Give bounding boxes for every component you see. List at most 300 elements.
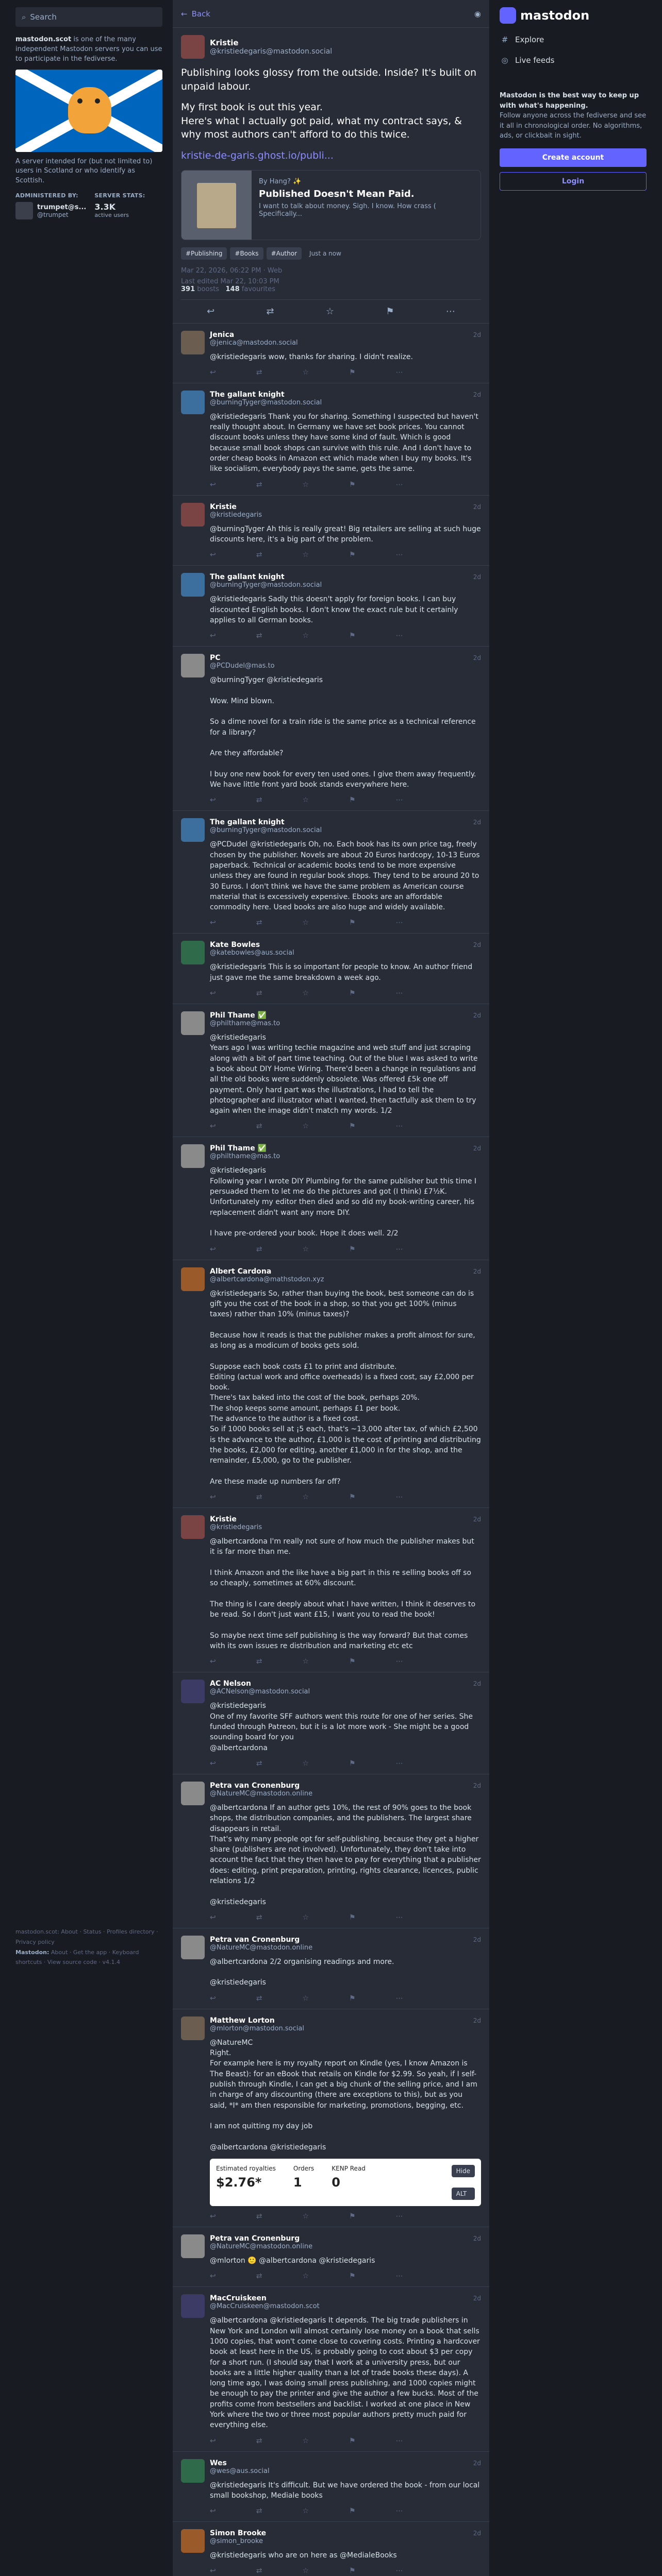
boost-icon[interactable]: ⇄ [256, 1913, 262, 1922]
status-paragraph: Publishing looks glossy from the outside. Inside? It's built on unpaid labour. [181, 67, 476, 92]
server-subtitle: A server intended for (but not limited to) users in Scotland or who identify as Scottish. [15, 157, 153, 185]
reply-status[interactable] [173, 647, 489, 811]
author-handle[interactable]: @burningTyger@mastodon.social [210, 398, 322, 406]
card-title: Published Doesn't Mean Paid. [259, 188, 415, 199]
status-content: @albertcardona If an author gets 10%, the rest of 90% goes to the book shops, the distribution companies, and the publishers. The largest share disappears in retail. That's why many people opt for self-publishing, because they get a higher share (publishers are not involved). Unfortunately, they don't take into account the fact that they then have to pay for everything that a publisher does: editing, print preparation, printing, rights clearance, licences, public relations 1/2 @kristiedegaris [210, 1803, 481, 1906]
star-icon[interactable]: ☆ [302, 2436, 309, 2445]
status-content: @mlorton 🙂 @albertcardona @kristiedegaris [210, 2257, 375, 2265]
status-action-bar [210, 1994, 481, 2003]
admin-label: ADMINISTERED BY: [15, 192, 78, 199]
avatar[interactable] [181, 573, 205, 597]
status-action-bar [210, 989, 481, 997]
reply-status[interactable] [173, 1928, 489, 2009]
royalty-col-label: Orders [293, 2165, 315, 2173]
status-content: @albertcardona @kristiedegaris It depends. The big trade publishers in New York and London will almost certainly lose money on a book that sells 1000 copies, that won't come close to covering costs. Printing a hardcover book at least here in the US, is probably going to cost about $3 per copy for a short run. (I should say that I work at a university press, but our books are a little higher quality than a lot of trade books these days). A long time ago, I was doing small press publishing, and 1000 copies might be enough to pay the printer and give the author a few bucks. Most of the profits come from bestsellers and backlist. I worked at one place in New York where the two or three most popular authors pretty much paid for everything else. [210, 2316, 480, 2430]
author-name[interactable]: Kristie [210, 502, 237, 511]
status-content: @kristiedegaris wow, thanks for sharing. I didn't realize. [210, 352, 413, 361]
status-time[interactable]: 2d [473, 503, 481, 511]
bookmark-icon[interactable]: ⚑ [349, 480, 356, 489]
reply-status[interactable] [173, 2227, 489, 2287]
boost-icon[interactable]: ⇄ [256, 1759, 262, 1768]
column-header [173, 0, 489, 28]
create-account-button[interactable]: Create account [500, 148, 647, 167]
star-icon[interactable]: ☆ [302, 2507, 309, 2516]
bookmark-icon[interactable]: ⚑ [349, 1994, 356, 2003]
active-users-label: active users [94, 212, 129, 219]
hashtag[interactable]: #Publishing [181, 247, 227, 260]
nav-explore[interactable]: # Explore [500, 35, 647, 44]
boost-icon[interactable]: ⇄ [256, 919, 262, 927]
avatar [15, 202, 33, 219]
author-name[interactable]: Kristie [210, 1515, 237, 1524]
admin-handle: @trumpet [37, 211, 69, 218]
more-icon[interactable]: ⋯ [395, 919, 403, 927]
more-icon[interactable]: ⋯ [395, 1759, 403, 1768]
status-action-bar [210, 1245, 481, 1253]
status-action-bar [210, 551, 481, 559]
status-time[interactable]: 2d [473, 1936, 481, 1943]
bookmark-icon[interactable]: ⚑ [349, 1122, 356, 1131]
reply-icon[interactable]: ↩ [210, 632, 216, 640]
author-name[interactable]: Kristie [210, 38, 239, 47]
avatar[interactable] [181, 391, 205, 414]
reply-icon[interactable]: ↩ [210, 2272, 216, 2281]
more-icon[interactable]: ⋯ [445, 306, 455, 317]
reply-status[interactable] [173, 383, 489, 496]
card-description: I want to talk about money. Sigh. I know. How crass ( Specifically... [259, 202, 436, 218]
author-handle[interactable]: @burningTyger@mastodon.social [210, 581, 322, 589]
status-time[interactable]: 2d [473, 1680, 481, 1688]
star-icon[interactable]: ☆ [302, 2567, 309, 2575]
status-content: @burningTyger @kristiedegaris Wow. Mind blown. So a dime novel for a train ride is the same price as a technical reference for a library? Are they affordable? I buy one new book for every ten used ones. I give them away frequently. We have little front yard book stands everywhere here. [210, 676, 476, 789]
status-content: @kristiedegaris Sadly this doesn't apply for foreign books. I can buy discounted English books. I don't know the exact rule but it certainly applies to all German books. [210, 595, 458, 624]
more-icon[interactable]: ⋯ [395, 2567, 403, 2575]
author-name[interactable]: The gallant knight [210, 573, 285, 582]
bookmark-icon[interactable]: ⚑ [349, 1657, 356, 1666]
status-time[interactable]: 2d [473, 654, 481, 662]
author-handle[interactable]: @katebowles@aus.social [210, 949, 294, 957]
status-action-bar [210, 2212, 481, 2221]
author-handle[interactable]: @kristiedegaris@mastodon.social [210, 47, 333, 56]
author-name[interactable]: The gallant knight [210, 390, 285, 399]
author-handle[interactable]: @kristiedegaris [210, 1523, 262, 1532]
mastodon-logo[interactable]: mastodon [500, 7, 647, 24]
server-banner-image [15, 70, 162, 152]
boost-icon[interactable]: ⇄ [256, 1245, 262, 1253]
boost-icon[interactable]: ⇄ [266, 306, 274, 317]
status-content: @kristiedegaris Years ago I was writing techie magazine and web stuff and just scraping along with a bit of part time teaching. Out of the blue I was asked to write a book about DIY Home Wiring. There'd been a change in regulations and all the old books were suddenly obsolete. Was offered £5k one off payment. Only hard part was the illustrations, I had to tell the photographer and illustrator what I wanted, then tactfully ask them to try again when the image didn't match my words. 1/2 [210, 1033, 478, 1115]
bookmark-icon[interactable]: ⚑ [349, 551, 356, 560]
avatar[interactable] [181, 503, 205, 527]
status-time[interactable]: 2d [473, 573, 481, 581]
reply-icon[interactable]: ↩ [210, 919, 216, 927]
reply-icon[interactable]: ↩ [210, 480, 216, 489]
status-action-bar [210, 1122, 481, 1130]
bookmark-icon[interactable]: ⚑ [349, 1493, 356, 1502]
author-name[interactable]: Jenica [210, 330, 235, 339]
avatar[interactable] [181, 1267, 205, 1291]
tag-extra: Just a now [309, 249, 341, 257]
star-icon[interactable]: ☆ [302, 2272, 309, 2281]
status-link[interactable]: kristie-de-garis.ghost.io/publi... [181, 149, 334, 161]
reply-icon[interactable]: ↩ [210, 989, 216, 998]
author-name[interactable]: Petra van Cronenburg [210, 1935, 300, 1944]
boost-icon[interactable]: ⇄ [256, 1122, 262, 1131]
bookmark-icon[interactable]: ⚑ [349, 368, 356, 377]
card-thumbnail [181, 171, 252, 240]
status-time[interactable]: 2d [473, 819, 481, 826]
author-handle[interactable]: @wes@aus.social [210, 2467, 270, 2475]
reply-icon[interactable]: ↩ [210, 2212, 216, 2221]
author-name[interactable]: Albert Cardona [210, 1267, 272, 1276]
left-sidebar [15, 0, 162, 219]
bookmark-icon[interactable]: ⚑ [349, 2272, 356, 2281]
reply-status[interactable] [173, 1137, 489, 1260]
reply-icon[interactable]: ↩ [210, 551, 216, 560]
globe-icon: ◎ [501, 56, 508, 65]
search-placeholder: Search [30, 12, 57, 22]
mascot-illustration [68, 87, 111, 133]
author-name[interactable]: Kate Bowles [210, 941, 260, 950]
more-icon[interactable]: ⋯ [395, 1493, 403, 1502]
status-time[interactable]: 2d [473, 1782, 481, 1789]
author-handle[interactable]: @NatureMC@mastodon.online [210, 2243, 313, 2251]
star-icon[interactable]: ☆ [302, 796, 309, 805]
author-name[interactable]: PC [210, 654, 221, 663]
author-handle[interactable]: @philthame@mas.to [210, 1153, 280, 1161]
reply-status[interactable] [173, 566, 489, 647]
star-icon[interactable]: ☆ [302, 1657, 309, 1666]
reply-icon[interactable]: ↩ [207, 306, 215, 317]
more-icon[interactable]: ⋯ [395, 551, 403, 560]
boost-icon[interactable]: ⇄ [256, 2272, 262, 2281]
search-box[interactable] [15, 7, 162, 27]
reply-icon[interactable]: ↩ [210, 1122, 216, 1131]
avatar[interactable] [181, 818, 205, 842]
bookmark-icon[interactable]: ⚑ [349, 2567, 356, 2575]
more-icon[interactable]: ⋯ [395, 2212, 403, 2221]
avatar[interactable] [181, 1936, 205, 1959]
status-action-bar [181, 300, 481, 323]
status-action-bar [210, 796, 481, 804]
more-icon[interactable]: ⋯ [395, 632, 403, 640]
more-icon[interactable]: ⋯ [395, 480, 403, 489]
boost-icon[interactable]: ⇄ [256, 1994, 262, 2003]
more-icon[interactable]: ⋯ [395, 1913, 403, 1922]
star-icon[interactable]: ☆ [302, 368, 309, 377]
avatar[interactable] [181, 654, 205, 677]
bookmark-icon[interactable]: ⚑ [349, 919, 356, 927]
reply-icon[interactable]: ↩ [210, 1657, 216, 1666]
boost-icon[interactable]: ⇄ [256, 2212, 262, 2221]
avatar[interactable] [181, 2529, 205, 2553]
main-status [173, 28, 489, 324]
bookmark-icon[interactable]: ⚑ [349, 1245, 356, 1253]
avatar[interactable] [181, 1680, 205, 1703]
author-handle[interactable]: @jenica@mastodon.social [210, 338, 298, 347]
alt-text-badge[interactable]: ALT [452, 2188, 475, 2200]
login-button[interactable]: Login [500, 172, 647, 191]
reply-icon[interactable]: ↩ [210, 1994, 216, 2003]
more-icon[interactable]: ⋯ [395, 1122, 403, 1131]
author-handle[interactable]: @mlorton@mastodon.social [210, 2024, 304, 2032]
avatar[interactable] [181, 2016, 205, 2040]
bookmark-icon[interactable]: ⚑ [349, 1759, 356, 1768]
reply-status[interactable] [173, 1004, 489, 1137]
boost-icon[interactable]: ⇄ [256, 2567, 262, 2575]
status-time[interactable]: 2d [473, 1516, 481, 1523]
reply-icon[interactable]: ↩ [210, 2567, 216, 2575]
server-card [15, 35, 162, 219]
star-icon[interactable]: ☆ [302, 1759, 309, 1768]
reply-status[interactable] [173, 1774, 489, 1928]
reply-icon[interactable]: ↩ [210, 368, 216, 377]
footer-mastodon-links[interactable]: Mastodon: About · Get the app · Keyboard shortcuts · View source code · v4.1.4 [15, 1948, 139, 1966]
author-name[interactable]: AC Nelson [210, 1680, 251, 1688]
status-action-bar [210, 1759, 481, 1768]
author-name[interactable]: Petra van Cronenburg [210, 2234, 300, 2243]
active-users-count: 3.3K [94, 202, 116, 212]
admin-name: trumpet@s... [37, 203, 87, 211]
status-content: @kristiedegaris Thank you for sharing. Something I suspected but haven't really thought about. In Germany we have set book prices. You cannot discount books unless they have some kind of fault. Which is good because small book shops can survive with this rule. And I don't have to order cheap books in Amazon ect which made when I buy my books. It's like socialism, everybody pays the same, gets the same. [210, 412, 478, 473]
bookmark-icon[interactable]: ⚑ [349, 632, 356, 640]
more-icon[interactable]: ⋯ [395, 796, 403, 805]
status-content: @PCDudel @kristiedegaris Oh, no. Each book has its own price tag, freely chosen by the publisher. Novels are about 20 Euros hardcopy, 10-13 Euros paperback. Technical or academic books tend to be more expensive unless they are found in regular book shops. They tend to be around 20 to 30 Euros. I don't think we have the same problem as American course material that is excessively expensive. Ebooks are an affordable commodity here. Used books are also huge and widely available. [210, 840, 480, 912]
boost-icon[interactable]: ⇄ [256, 796, 262, 805]
star-icon[interactable]: ☆ [302, 1493, 309, 1502]
status-action-bar [210, 1493, 481, 1501]
avatar[interactable] [181, 941, 205, 964]
avatar[interactable] [181, 2234, 205, 2258]
author-name[interactable]: Phil Thame ✅ [210, 1144, 267, 1153]
reply-icon[interactable]: ↩ [210, 2436, 216, 2445]
status-content: @kristiedegaris So, rather than buying the book, best someone can do is gift you the cost of the book in a shop, so that you get 100% (minus taxes) rather than 10% (minus taxes)? Because how it reads is that the publisher makes a profit almost for sure, as long as a modicum of books gets sold. Suppose each book costs £1 to print and distribute. Editing (actual work and office overheads) is a fixed cost, say £2,000 per book. There's tax baked into the cost of the book, perhaps 20%. The shop keeps some amount, perhaps £1 per book. The advance to the author is a fixed cost. So if 1000 books sell at ¡5 each, that's ~13,000 after tax, of which £2,500 is the advance to the author, £1,000 is the cost of printing and distributing the books, £2,000 for editing, another £1,000 in for the shop, and the remainder, £5,000, go to the publisher. Are these made up numbers far off? [210, 1289, 481, 1486]
star-icon[interactable]: ☆ [302, 1245, 309, 1253]
reply-icon[interactable]: ↩ [210, 1759, 216, 1768]
more-icon[interactable]: ⋯ [395, 2272, 403, 2281]
author-handle[interactable]: @NatureMC@mastodon.online [210, 1943, 313, 1952]
reply-list [173, 324, 489, 2576]
star-icon[interactable]: ☆ [302, 1122, 309, 1131]
boost-icon[interactable]: ⇄ [256, 632, 262, 640]
boost-icon[interactable]: ⇄ [256, 1657, 262, 1666]
royalty-report-image[interactable] [210, 2159, 481, 2206]
status-content: @albertcardona I'm really not sure of how much the publisher makes but it is far more than me. I think Amazon and the like have a big part in this re selling books off so so cheaply, sometimes at 60% discount. The thing is I care deeply about what I have written, I think it deserves to be read. So I don't just want £15, I want you to read the book! So maybe next time self publishing is the way forward? But that comes with its own issues re distribution and marketing etc etc [210, 1537, 476, 1651]
status-content: @kristiedegaris This is so important for people to know. An author friend just gave me the same breakdown a week ago. [210, 963, 473, 982]
avatar[interactable] [181, 1011, 205, 1035]
boost-icon[interactable]: ⇄ [256, 2507, 262, 2516]
status-content: @kristiedegaris Following year I wrote DIY Plumbing for the same publisher but this time I persuaded them to let me do the pictures and got (I think) £7½K. Unfortunately my editor then died and so did my book-writing career, his replacement didn't want any more DIY. I have pre-ordered your book. Hope it does well. 2/2 [210, 1166, 477, 1238]
star-icon[interactable]: ☆ [302, 1913, 309, 1922]
more-icon[interactable]: ⋯ [395, 1994, 403, 2003]
status-timestamp[interactable]: Mar 22, 2026, 06:22 PM · Web [181, 266, 283, 275]
author-handle[interactable]: @ACNelson@mastodon.social [210, 1688, 310, 1696]
status-content: @kristiedegaris It's difficult. But we have ordered the book - from our local small bookshop, Mediale books [210, 2481, 480, 2500]
reply-icon[interactable]: ↩ [210, 1913, 216, 1922]
reply-icon[interactable]: ↩ [210, 1493, 216, 1502]
hashtag[interactable]: #Author [267, 247, 302, 260]
back-arrow-icon[interactable]: ← [181, 9, 188, 19]
status-content [181, 66, 481, 163]
status-time[interactable]: 2d [473, 2016, 481, 2024]
footer-server-links[interactable]: mastodon.scot: About · Status · Profiles directory · Privacy policy [15, 1928, 158, 1945]
star-icon[interactable]: ☆ [302, 1994, 309, 2003]
star-icon[interactable]: ☆ [302, 2212, 309, 2221]
avatar[interactable] [181, 331, 205, 354]
boost-icon[interactable]: ⇄ [256, 551, 262, 560]
status-time[interactable]: 2d [473, 941, 481, 949]
favourite-count[interactable]: 148 [225, 285, 240, 293]
right-sidebar [500, 0, 647, 191]
nav-live-feeds[interactable]: ◎ Live feeds [500, 56, 647, 65]
bookmark-icon[interactable]: ⚑ [349, 2436, 356, 2445]
status-time[interactable]: 2d [473, 331, 481, 338]
reply-status[interactable] [173, 934, 489, 1004]
eye-icon[interactable]: ◉ [474, 9, 481, 19]
avatar[interactable] [181, 35, 205, 59]
status-time[interactable]: 2d [473, 2295, 481, 2302]
admin-user[interactable] [15, 202, 86, 219]
more-icon[interactable]: ⋯ [395, 2436, 403, 2445]
boost-icon[interactable]: ⇄ [256, 989, 262, 998]
star-icon[interactable]: ☆ [302, 480, 309, 489]
bookmark-icon[interactable]: ⚑ [349, 989, 356, 998]
reply-status[interactable] [173, 811, 489, 934]
reply-status[interactable] [173, 2522, 489, 2576]
status-content: @kristiedegaris One of my favorite SFF authors went this route for one of her series. She funded through Patreon, but it is a lot more work - She might be a good sounding board for you @albertcardona [210, 1702, 473, 1752]
boost-icon[interactable]: ⇄ [256, 1493, 262, 1502]
reply-status[interactable] [173, 1508, 489, 1672]
status-action-bar [210, 481, 481, 489]
author-handle[interactable]: @NatureMC@mastodon.online [210, 1789, 313, 1798]
status-content: @burningTyger Ah this is really great! Big retailers are selling at such huge discounts here, it's a big part of the problem. [210, 524, 481, 544]
author-handle[interactable]: @kristiedegaris [210, 511, 262, 519]
more-icon[interactable]: ⋯ [395, 2507, 403, 2516]
status-time[interactable]: 2d [473, 1145, 481, 1153]
author-handle[interactable]: @albertcardona@mathstodon.xyz [210, 1275, 324, 1283]
status-time[interactable]: 2d [473, 391, 481, 398]
author-name[interactable]: Wes [210, 2459, 227, 2467]
hashtag[interactable]: #Books [230, 247, 263, 260]
status-time[interactable]: 2d [473, 2459, 481, 2467]
avatar[interactable] [181, 2294, 205, 2318]
star-icon[interactable]: ☆ [325, 306, 335, 317]
avatar[interactable] [181, 1782, 205, 1805]
royalty-value: 0 [332, 2175, 340, 2190]
card-author: By Hang? ✨ [259, 177, 302, 185]
reply-icon[interactable]: ↩ [210, 1245, 216, 1253]
search-icon: ⌕ [22, 12, 26, 22]
back-button[interactable]: Back [191, 9, 210, 19]
author-name[interactable]: The gallant knight [210, 818, 285, 827]
bookmark-icon[interactable]: ⚑ [349, 1913, 356, 1922]
server-stats-label: SERVER STATS: [94, 192, 145, 199]
status-action-bar [210, 2437, 481, 2445]
status-action-bar [210, 1657, 481, 1666]
status-time[interactable]: 2d [473, 1267, 481, 1275]
boost-icon[interactable]: ⇄ [256, 368, 262, 377]
status-content: @albertcardona 2/2 organising readings and more. @kristiedegaris [210, 1957, 394, 1987]
bookmark-icon[interactable]: ⚑ [349, 2507, 356, 2516]
admin-stats-row [15, 192, 162, 219]
status-paragraph: My first book is out this year. Here's what I actually got paid, what my contract says, & why most authors can't afford to do this twice. [181, 101, 462, 141]
more-icon[interactable]: ⋯ [395, 1657, 403, 1666]
reply-status[interactable] [173, 496, 489, 566]
status-action-bar [210, 2567, 481, 2575]
status-action-bar [210, 1913, 481, 1922]
reply-status[interactable] [173, 2009, 489, 2227]
boost-icon[interactable]: ⇄ [256, 2436, 262, 2445]
author-handle[interactable]: @philthame@mas.to [210, 1020, 280, 1028]
link-preview-card[interactable] [181, 170, 481, 240]
author-handle[interactable]: @simon_brooke [210, 2537, 263, 2546]
author-name[interactable]: Simon Brooke [210, 2529, 267, 2538]
author-handle[interactable]: @MacCruiskeen@mastodon.scot [210, 2302, 320, 2311]
reply-status[interactable] [173, 2287, 489, 2451]
reply-status[interactable] [173, 1672, 489, 1774]
author-name[interactable]: MacCruiskeen [210, 2294, 267, 2303]
server-intro: mastodon.scot is one of the many independent Mastodon servers you can use to participate in the fediverse. [15, 36, 162, 63]
royalty-value: 1 [293, 2175, 302, 2190]
star-icon[interactable]: ☆ [302, 551, 309, 560]
author-handle[interactable]: @burningTyger@mastodon.social [210, 826, 322, 835]
hide-media-button[interactable]: Hide [452, 2165, 475, 2177]
reply-status[interactable] [173, 1260, 489, 1509]
more-icon[interactable]: ⋯ [395, 368, 403, 377]
mastodon-icon [500, 7, 516, 24]
status-action-bar [210, 368, 481, 377]
more-icon[interactable]: ⋯ [395, 989, 403, 998]
status-action-bar [210, 2507, 481, 2515]
status-time[interactable]: 2d [473, 2235, 481, 2243]
more-icon[interactable]: ⋯ [395, 1245, 403, 1253]
boost-icon[interactable]: ⇄ [256, 480, 262, 489]
avatar[interactable] [181, 1144, 205, 1168]
reply-icon[interactable]: ↩ [210, 796, 216, 805]
star-icon[interactable]: ☆ [302, 632, 309, 640]
reply-status[interactable] [173, 2452, 489, 2522]
star-icon[interactable]: ☆ [302, 989, 309, 998]
footer-links [15, 1927, 162, 1968]
bookmark-icon[interactable]: ⚑ [349, 2212, 356, 2221]
status-action-bar [210, 2272, 481, 2280]
reply-status[interactable] [173, 324, 489, 383]
bookmark-icon[interactable]: ⚑ [386, 306, 394, 317]
bookmark-icon[interactable]: ⚑ [349, 796, 356, 805]
status-action-bar [210, 919, 481, 927]
status-time[interactable]: 2d [473, 1012, 481, 1020]
royalty-col-label: Estimated royalties [216, 2165, 276, 2173]
edited-label[interactable]: Last edited Mar 22, 10:03 PM [181, 277, 279, 285]
status-action-bar [210, 632, 481, 640]
boost-count[interactable]: 391 [181, 285, 195, 293]
status-time[interactable]: 2d [473, 2530, 481, 2537]
author-handle[interactable]: @PCDudel@mas.to [210, 662, 275, 670]
author-name[interactable]: Matthew Lorton [210, 2016, 275, 2025]
author-name[interactable]: Petra van Cronenburg [210, 1781, 300, 1790]
author-name[interactable]: Phil Thame ✅ [210, 1011, 267, 1020]
avatar[interactable] [181, 1515, 205, 1539]
avatar[interactable] [181, 2459, 205, 2483]
royalty-col-label: KENP Read [332, 2165, 366, 2173]
royalty-value: $2.76* [216, 2175, 262, 2190]
hashtag-bar [181, 247, 481, 260]
status-content: @kristiedegaris who are on here as @MedialeBooks [210, 2551, 397, 2560]
status-counts: Last edited Mar 22, 10:03 PM 391 boosts 148 favourites [181, 278, 481, 300]
reply-icon[interactable]: ↩ [210, 2507, 216, 2516]
status-content: @NatureMC Right. For example here is my royalty report on Kindle (yes, I know Amazon is The Beast): for an eBook that retails on Kindle for $2.99. So yeah, if I self-publish through Kindle, I can get a big chunk of the selling price, and I am in charge of any discounting (there are exceptions to this), but as you said, *I* am then responsible for marketing, promotions, begging, etc. I am not quitting my day job @albertcardona @kristiedegaris [210, 2038, 477, 2151]
star-icon[interactable]: ☆ [302, 919, 309, 927]
